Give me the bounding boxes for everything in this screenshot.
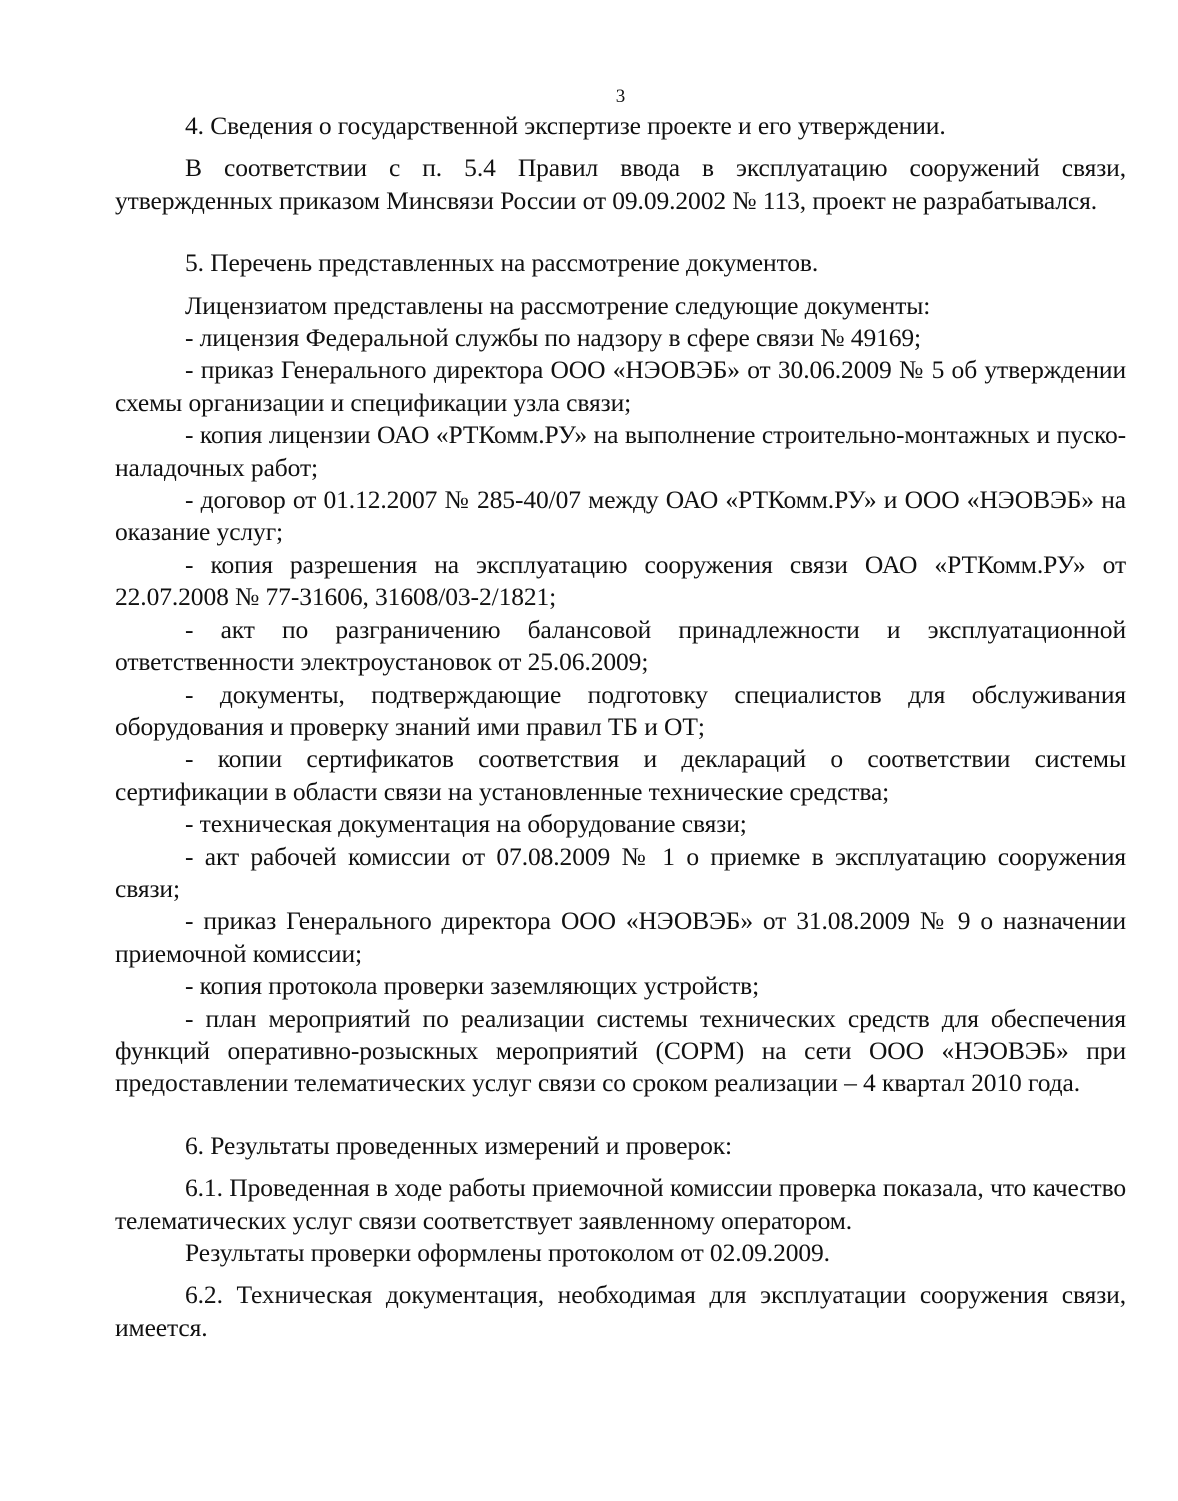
- section-6-1-result: Результаты проверки оформлены протоколом от 02.09.2009.: [185, 1238, 830, 1267]
- section-5-heading: 5. Перечень представленных на рассмотрение документов.: [185, 248, 819, 278]
- document-list-item: - копия разрешения на эксплуатацию сооружения связи ОАО «РТКомм.РУ» от 22.07.2008 № 77-31606, 31608/03-2/1821;: [115, 549, 1126, 612]
- section-4-heading: 4. Сведения о государственной экспертизе проекте и его утверждении.: [185, 111, 946, 140]
- document-list-item: - приказ Генерального директора ООО «НЭОВЭБ» от 31.08.2009 № 9 о назначении приемочной комиссии;: [115, 906, 1126, 968]
- document-list-item: - копия лицензии ОАО «РТКомм.РУ» на выполнение строительно-монтажных и пуско-наладочных работ;: [115, 420, 1126, 482]
- section-4-text: В соответствии с п. 5.4 Правил ввода в эксплуатацию сооружений связи, утвержденных приказом Минсвязи России от 09.09.2002 № 113, проект не разрабатывался.: [115, 153, 1126, 215]
- document-list-item: - копии сертификатов соответствия и деклараций о соответствии системы сертификации в области связи на установленные технические средства;: [115, 744, 1126, 806]
- section-5-intro: Лицензиатом представлены на рассмотрение следующие документы:: [185, 290, 931, 320]
- document-list-item: - документы, подтверждающие подготовку специалистов для обслуживания оборудования и проверку знаний ими правил ТБ и ОТ;: [115, 679, 1126, 741]
- document-page: [115, 86, 1126, 1344]
- section-6-2-text: 6.2. Техническая документация, необходимая для эксплуатации сооружения связи, имеется.: [115, 1280, 1126, 1342]
- document-list-item: - приказ Генерального директора ООО «НЭОВЭБ» от 30.06.2009 № 5 об утверждении схемы организации и спецификации узла связи;: [115, 355, 1126, 417]
- document-list-item: - лицензия Федеральной службы по надзору в сфере связи № 49169;: [185, 323, 922, 353]
- document-list-item: - договор от 01.12.2007 № 285-40/07 между ОАО «РТКомм.РУ» и ООО «НЭОВЭБ» на оказание услуг;: [115, 485, 1126, 547]
- section-6-1-text: 6.1. Проведенная в ходе работы приемочной комиссии проверка показала, что качество телематических услуг связи соответствует заявленному оператором.: [115, 1173, 1126, 1235]
- document-list-item: - акт рабочей комиссии от 07.08.2009 № 1 о приемке в эксплуатацию сооружения связи;: [115, 841, 1126, 903]
- document-list-item: - план мероприятий по реализации системы технических средств для обеспечения функций оперативно-розыскных мероприятий (СОРМ) на сети ООО «НЭОВЭБ» при предоставлении телематических услуг связи со сроком реализации – 4 квартал 2010 года.: [115, 1003, 1126, 1098]
- section-6-heading: 6. Результаты проведенных измерений и проверок:: [185, 1130, 732, 1160]
- page-number: 3: [615, 86, 626, 107]
- document-list-item: - техническая документация на оборудование связи;: [185, 809, 747, 839]
- document-list-item: - акт по разграничению балансовой принадлежности и эксплуатационной ответственности электроустановок от 25.06.2009;: [115, 614, 1126, 677]
- document-list-item: - копия протокола проверки заземляющих устройств;: [185, 971, 760, 1001]
